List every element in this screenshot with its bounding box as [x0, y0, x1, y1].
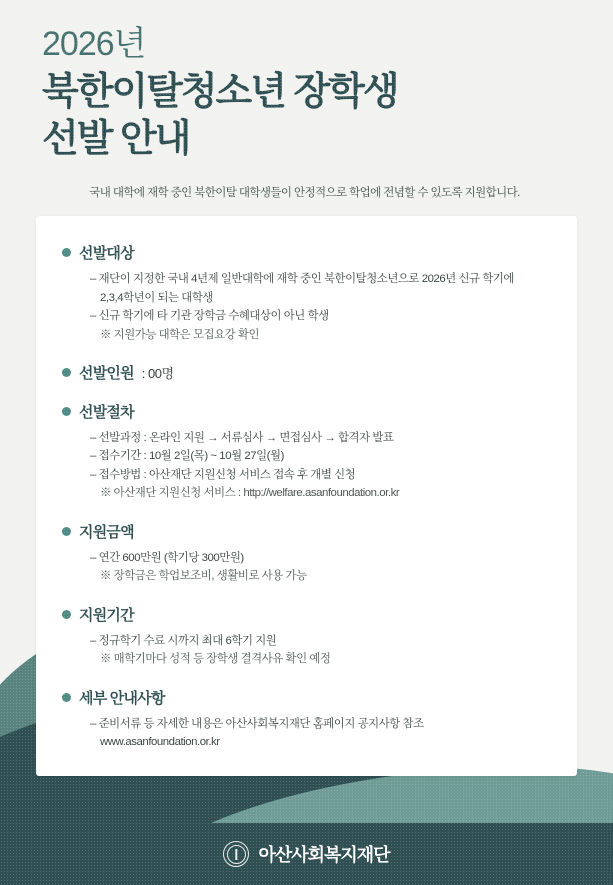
section-header	[62, 521, 551, 542]
section-title: 지원금액	[79, 523, 134, 541]
section-details	[62, 687, 551, 752]
poster-header	[0, 0, 613, 200]
section-header	[62, 362, 551, 383]
asan-foundation-emblem-icon	[223, 841, 249, 867]
section-title: 지원기간	[79, 606, 134, 624]
list-item: 2,3,4학년이 되는 대학생	[100, 291, 213, 304]
bullet-dot-icon	[62, 610, 71, 619]
section-title: 선발절차	[79, 403, 134, 421]
section-lines	[62, 429, 551, 503]
section-inline-value: : 00명	[141, 365, 174, 381]
list-item: – 선발과정 : 온라인 지원 → 서류심사 → 면접심사 → 합격자 발표	[90, 431, 394, 444]
list-item: – 정규학기 수료 시까지 최대 6학기 지원	[90, 634, 277, 647]
bullet-dot-icon	[62, 693, 71, 702]
section-support-period	[62, 604, 551, 669]
section-title: 세부 안내사항	[79, 689, 165, 707]
poster-year: 2026년	[42, 25, 146, 63]
bullet-dot-icon	[62, 368, 71, 377]
homepage-url[interactable]: www.asanfoundation.or.kr	[100, 736, 220, 749]
list-item: – 접수기간 : 10월 2일(목) ~ 10월 27일(월)	[90, 450, 284, 463]
list-item-note: ※ 지원가능 대학은 모집요강 확인	[100, 328, 259, 341]
section-title: 선발인원	[79, 364, 134, 382]
bullet-dot-icon	[62, 407, 71, 416]
section-header	[62, 401, 551, 422]
section-selection-process	[62, 401, 551, 503]
list-item: – 연간 600만원 (학기당 300만원)	[90, 551, 244, 564]
page-title-line2: 선발 안내	[42, 117, 190, 160]
section-lines	[62, 715, 551, 752]
section-title: 선발대상	[79, 245, 134, 263]
list-item-service-url[interactable]: ※ 아산재단 지원신청 서비스 : http://welfare.asanfoundation.or.kr	[100, 487, 400, 500]
section-header	[62, 604, 551, 625]
list-item: – 재단이 지정한 국내 4년제 일반대학에 재학 중인 북한이탈청소년으로 2026년 신규 학기에	[90, 273, 514, 286]
section-lines	[62, 270, 551, 344]
section-selection-target	[62, 242, 551, 344]
info-card	[36, 216, 577, 776]
list-item-note: ※ 매학기마다 성적 등 장학생 결격사유 확인 예정	[100, 653, 331, 666]
footer-logo-text: 아산사회복지재단	[258, 845, 390, 865]
list-item: – 준비서류 등 자세한 내용은 아산사회복지재단 홈페이지 공지사항 참조	[90, 717, 424, 730]
bullet-dot-icon	[62, 527, 71, 536]
footer-logo	[0, 823, 613, 885]
list-item-note: ※ 장학금은 학업보조비, 생활비로 사용 가능	[100, 570, 307, 583]
poster-subtitle: 국내 대학에 재학 중인 북한이탈 대학생들이 안정적으로 학업에 전념할 수 있도록 지원합니다.	[89, 187, 520, 200]
section-header	[62, 687, 551, 708]
list-item: – 접수방법 : 아산재단 지원신청 서비스 접속 후 개별 신청	[90, 468, 356, 481]
section-selection-count	[62, 362, 551, 383]
page-title-line1: 북한이탈청소년 장학생	[42, 71, 398, 114]
section-header	[62, 242, 551, 263]
bullet-dot-icon	[62, 248, 71, 257]
section-support-amount	[62, 521, 551, 586]
section-lines	[62, 632, 551, 669]
page-title	[42, 69, 573, 162]
section-lines	[62, 549, 551, 586]
list-item: – 신규 학기에 타 기관 장학금 수혜대상이 아닌 학생	[90, 310, 329, 323]
